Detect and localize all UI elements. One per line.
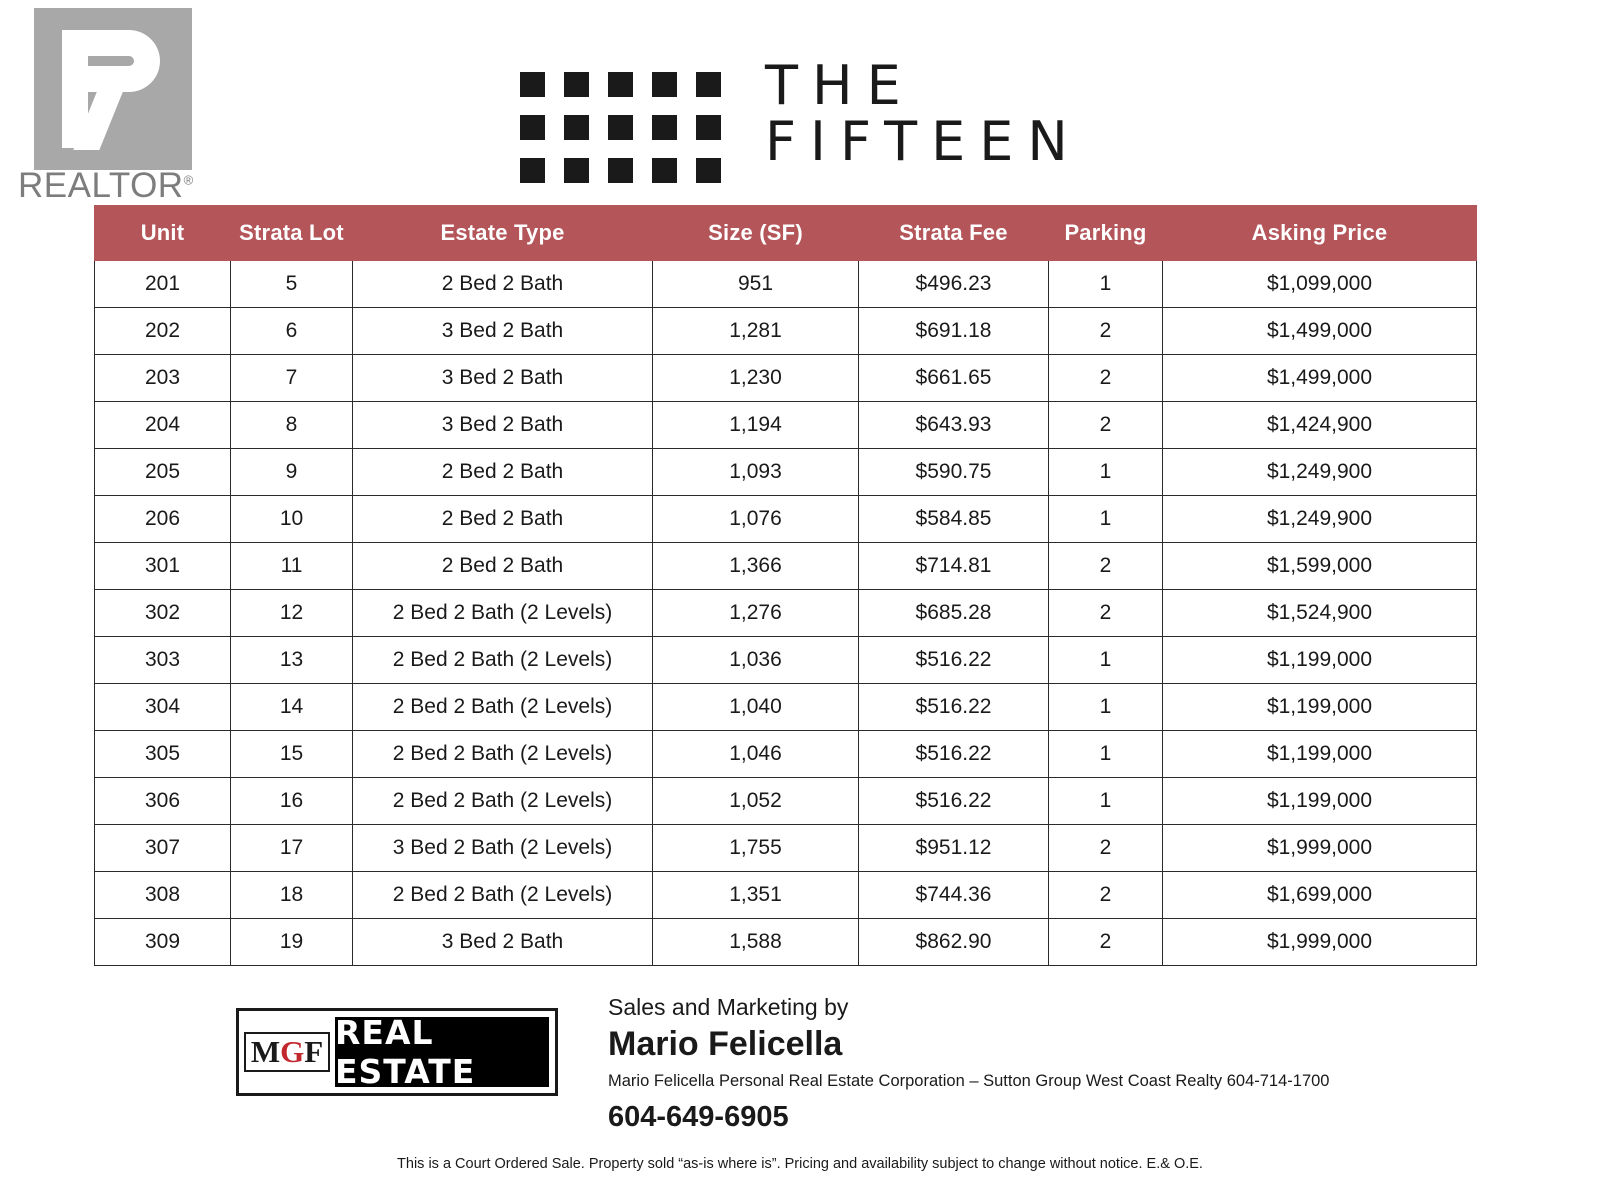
cell-parking: 2 [1049,308,1163,355]
cell-strata-fee: $661.65 [859,355,1049,402]
cell-parking: 1 [1049,731,1163,778]
realtor-r-icon [34,8,192,170]
cell-parking: 1 [1049,261,1163,308]
cell-asking-price: $1,199,000 [1163,731,1477,778]
realtor-trademark: ® [183,172,194,188]
cell-strata-fee: $643.93 [859,402,1049,449]
cell-estate-type: 2 Bed 2 Bath [353,261,653,308]
cell-unit: 304 [95,684,231,731]
cell-estate-type: 2 Bed 2 Bath [353,496,653,543]
brokerage-logo-mark [239,1011,335,1093]
cell-asking-price: $1,249,900 [1163,449,1477,496]
cell-unit: 308 [95,872,231,919]
cell-strata-lot: 17 [231,825,353,872]
cell-asking-price: $1,199,000 [1163,684,1477,731]
cell-parking: 2 [1049,825,1163,872]
cell-asking-price: $1,424,900 [1163,402,1477,449]
realtor-label: REALTOR [18,166,184,205]
cell-asking-price: $1,524,900 [1163,590,1477,637]
cell-estate-type: 2 Bed 2 Bath (2 Levels) [353,778,653,825]
cell-strata-fee: $496.23 [859,261,1049,308]
cell-unit: 303 [95,637,231,684]
cell-strata-fee: $714.81 [859,543,1049,590]
table-row [95,872,1477,919]
cell-strata-fee: $951.12 [859,825,1049,872]
sales-marketing-label: Sales and Marketing by [608,994,849,1020]
cell-strata-fee: $584.85 [859,496,1049,543]
document-header [0,0,1600,205]
cell-unit: 309 [95,919,231,966]
cell-unit: 205 [95,449,231,496]
column-header-asking-price: Asking Price [1163,206,1477,261]
cell-parking: 2 [1049,402,1163,449]
cell-parking: 1 [1049,637,1163,684]
cell-estate-type: 2 Bed 2 Bath (2 Levels) [353,590,653,637]
cell-size: 1,366 [653,543,859,590]
cell-asking-price: $1,199,000 [1163,778,1477,825]
cell-asking-price: $1,099,000 [1163,261,1477,308]
cell-unit: 203 [95,355,231,402]
table-row [95,402,1477,449]
table-row [95,308,1477,355]
cell-unit: 302 [95,590,231,637]
cell-strata-lot: 5 [231,261,353,308]
table-row [95,496,1477,543]
column-header-size: Size (SF) [653,206,859,261]
cell-asking-price: $1,499,000 [1163,308,1477,355]
table-row [95,590,1477,637]
cell-strata-fee: $516.22 [859,637,1049,684]
cell-unit: 306 [95,778,231,825]
listing-table [94,205,1477,966]
cell-size: 1,588 [653,919,859,966]
cell-estate-type: 2 Bed 2 Bath [353,449,653,496]
agent-contact-block [608,994,1330,1134]
cell-parking: 2 [1049,590,1163,637]
cell-strata-lot: 10 [231,496,353,543]
cell-asking-price: $1,499,000 [1163,355,1477,402]
cell-strata-lot: 8 [231,402,353,449]
cell-strata-fee: $685.28 [859,590,1049,637]
cell-strata-lot: 9 [231,449,353,496]
cell-size: 1,351 [653,872,859,919]
column-header-strata-lot: Strata Lot [231,206,353,261]
cell-strata-lot: 12 [231,590,353,637]
cell-estate-type: 3 Bed 2 Bath [353,919,653,966]
cell-size: 1,281 [653,308,859,355]
agent-phone[interactable]: 604-649-6905 [608,1101,789,1133]
table-row [95,825,1477,872]
cell-strata-fee: $516.22 [859,684,1049,731]
cell-strata-fee: $516.22 [859,731,1049,778]
cell-parking: 2 [1049,543,1163,590]
cell-parking: 1 [1049,496,1163,543]
listing-table-body [95,261,1477,966]
cell-strata-lot: 18 [231,872,353,919]
cell-size: 1,036 [653,637,859,684]
cell-estate-type: 2 Bed 2 Bath (2 Levels) [353,637,653,684]
table-row [95,261,1477,308]
column-header-estate-type: Estate Type [353,206,653,261]
cell-size: 1,276 [653,590,859,637]
cell-estate-type: 2 Bed 2 Bath (2 Levels) [353,684,653,731]
cell-size: 951 [653,261,859,308]
brokerage-logo [236,1008,558,1096]
cell-strata-lot: 16 [231,778,353,825]
cell-size: 1,230 [653,355,859,402]
cell-size: 1,040 [653,684,859,731]
cell-strata-fee: $862.90 [859,919,1049,966]
cell-unit: 307 [95,825,231,872]
table-row [95,355,1477,402]
document-footer [0,994,1600,1194]
cell-unit: 204 [95,402,231,449]
cell-size: 1,052 [653,778,859,825]
legal-disclaimer: This is a Court Ordered Sale. Property sold “as-is where is”. Pricing and availability subject to change without notice. E.& O.E. [397,1156,1203,1172]
cell-parking: 1 [1049,684,1163,731]
cell-strata-fee: $516.22 [859,778,1049,825]
table-header-row [95,206,1477,261]
cell-unit: 201 [95,261,231,308]
table-row [95,919,1477,966]
cell-asking-price: $1,599,000 [1163,543,1477,590]
column-header-unit: Unit [95,206,231,261]
cell-strata-fee: $744.36 [859,872,1049,919]
cell-estate-type: 2 Bed 2 Bath (2 Levels) [353,872,653,919]
cell-size: 1,076 [653,496,859,543]
cell-asking-price: $1,999,000 [1163,919,1477,966]
agent-name: Mario Felicella [608,1025,843,1063]
cell-size: 1,046 [653,731,859,778]
cell-strata-lot: 6 [231,308,353,355]
table-row [95,684,1477,731]
cell-size: 1,194 [653,402,859,449]
cell-parking: 2 [1049,919,1163,966]
dot-grid-icon [520,72,721,183]
cell-unit: 202 [95,308,231,355]
realtor-logo [18,8,218,203]
cell-parking: 2 [1049,872,1163,919]
cell-estate-type: 3 Bed 2 Bath (2 Levels) [353,825,653,872]
cell-estate-type: 3 Bed 2 Bath [353,355,653,402]
column-header-parking: Parking [1049,206,1163,261]
project-name-line1: THE [765,54,915,117]
table-row [95,543,1477,590]
cell-parking: 1 [1049,449,1163,496]
table-row [95,449,1477,496]
column-header-strata-fee: Strata Fee [859,206,1049,261]
cell-unit: 305 [95,731,231,778]
agent-corporation: Mario Felicella Personal Real Estate Corporation – Sutton Group West Coast Realty 604-714-1700 [608,1072,1330,1090]
project-wordmark [765,54,1082,173]
cell-parking: 2 [1049,355,1163,402]
cell-strata-lot: 11 [231,543,353,590]
cell-strata-lot: 15 [231,731,353,778]
cell-unit: 301 [95,543,231,590]
cell-parking: 1 [1049,778,1163,825]
project-name-line2: FIFTEEN [765,109,1082,173]
project-logo [520,54,1082,183]
cell-asking-price: $1,249,900 [1163,496,1477,543]
listing-table-wrap [94,205,1506,966]
cell-strata-lot: 13 [231,637,353,684]
cell-estate-type: 2 Bed 2 Bath [353,543,653,590]
brokerage-initials: MGF [244,1032,330,1072]
cell-asking-price: $1,999,000 [1163,825,1477,872]
cell-size: 1,093 [653,449,859,496]
table-row [95,778,1477,825]
table-row [95,731,1477,778]
cell-asking-price: $1,199,000 [1163,637,1477,684]
cell-estate-type: 3 Bed 2 Bath [353,308,653,355]
cell-strata-fee: $691.18 [859,308,1049,355]
cell-size: 1,755 [653,825,859,872]
brokerage-logo-text: REAL ESTATE [335,1017,549,1087]
cell-estate-type: 3 Bed 2 Bath [353,402,653,449]
cell-strata-lot: 19 [231,919,353,966]
cell-strata-lot: 7 [231,355,353,402]
cell-strata-fee: $590.75 [859,449,1049,496]
table-row [95,637,1477,684]
cell-strata-lot: 14 [231,684,353,731]
cell-unit: 206 [95,496,231,543]
cell-asking-price: $1,699,000 [1163,872,1477,919]
cell-estate-type: 2 Bed 2 Bath (2 Levels) [353,731,653,778]
realtor-wordmark [18,166,194,206]
